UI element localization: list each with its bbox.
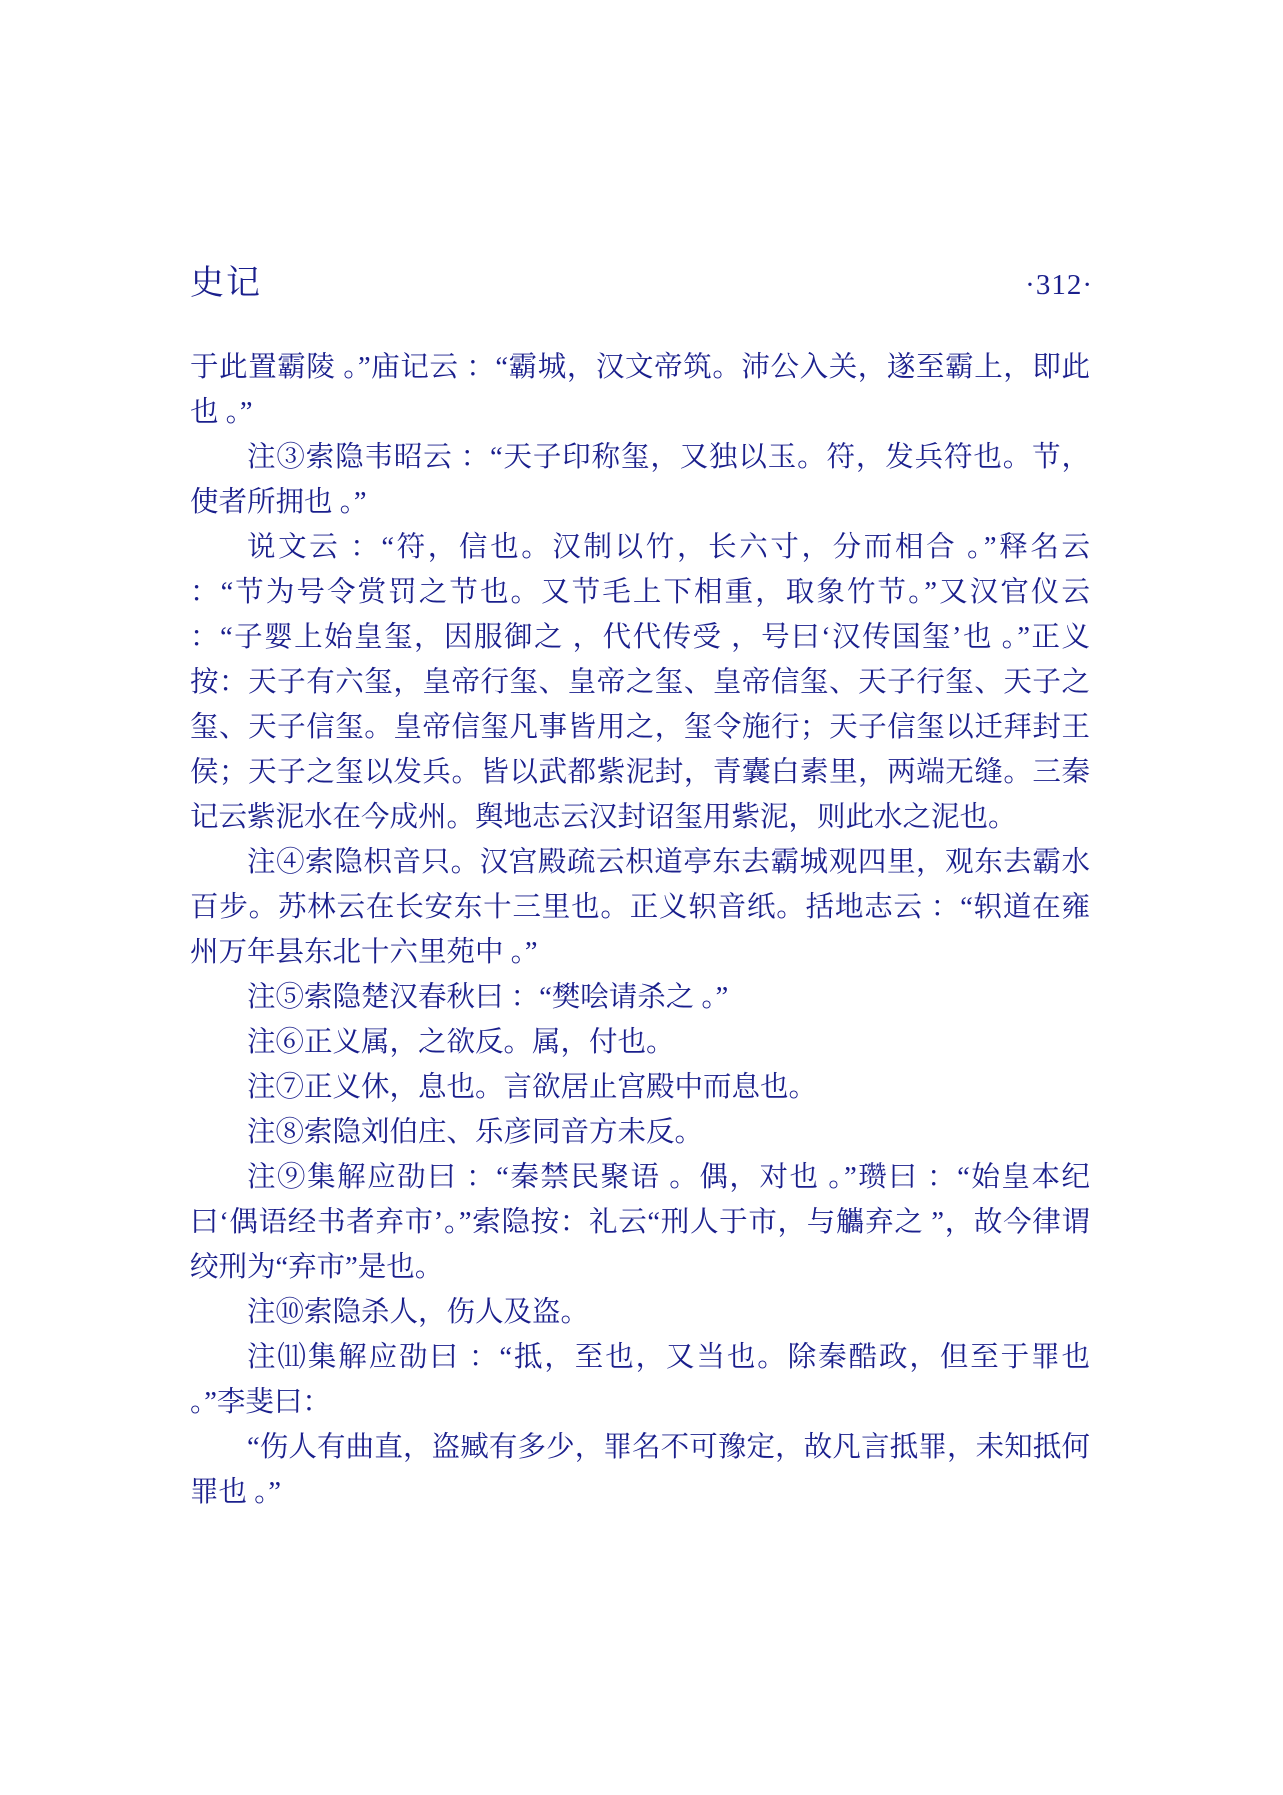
paragraph: 注⑩索隐杀人，伤人及盗。	[247, 1297, 590, 1328]
paragraph: 于此置霸陵 。”庙记云 ：“霸城，汉文帝筑。沛公入关，遂至霸上，即此也 。”	[190, 352, 1090, 428]
paragraph: 注⑨集解应劭曰 ：“秦禁民聚语 。偶，对也 。”瓒曰 ：“始皇本纪曰‘偶语经书者弃市’。”索隐按：礼云“刑人于市，与觿弃之 ”，故今律谓绞刑为“弃市”是也。	[190, 1162, 1090, 1283]
paragraph: 说文云 ：“符，信也。汉制以竹，长六寸，分而相合 。”释名云 ：“节为号令赏罚之节也。又节毛上下相重，取象竹节。”又汉官仪云 ：“子婴上始皇玺，因服御之 ，代代传受 ，号曰‘汉传国玺’也 。”正义按：天子有六玺，皇帝行玺、皇帝之玺、皇帝信玺、天子行玺、天子之玺、天子信玺。皇帝信玺凡事皆用之，玺令施行；天子信玺以迁拜封王侯；天子之玺以发兵。皆以武都紫泥封，青囊白素里，两端无缝。三秦记云紫泥水在今成州。舆地志云汉封诏玺用紫泥，则此水之泥也。	[190, 532, 1090, 833]
paragraph: “伤人有曲直，盗臧有多少，罪名不可豫定，故凡言抵罪，未知抵何罪也 。”	[190, 1432, 1090, 1508]
page-number: ·312·	[1025, 269, 1093, 301]
page-header	[190, 255, 1093, 305]
body-text	[190, 345, 1090, 1515]
book-title: 史记	[190, 265, 262, 302]
paragraph: 注⑦正义休，息也。言欲居止宫殿中而息也。	[247, 1072, 818, 1103]
paragraph: 注⑤索隐楚汉春秋曰 ：“樊哙请杀之 。”	[247, 982, 729, 1013]
paragraph: 注⑾集解应劭曰 ：“抵，至也，又当也。除秦酷政，但至于罪也 。”李斐曰：	[190, 1342, 1090, 1418]
paragraph: 注③索隐韦昭云 ：“天子印称玺，又独以玉。符，发兵符也。节，使者所拥也 。”	[190, 442, 1090, 518]
paragraph: 注⑧索隐刘伯庄、乐彦同音方未反。	[247, 1117, 704, 1148]
paragraph: 注⑥正义属，之欲反。属，付也。	[247, 1027, 675, 1058]
paragraph: 注④索隐枳音只。汉宫殿疏云枳道亭东去霸城观四里，观东去霸水百步。苏林云在长安东十三里也。正义轵音纸。括地志云 ：“轵道在雍州万年县东北十六里苑中 。”	[190, 847, 1090, 968]
